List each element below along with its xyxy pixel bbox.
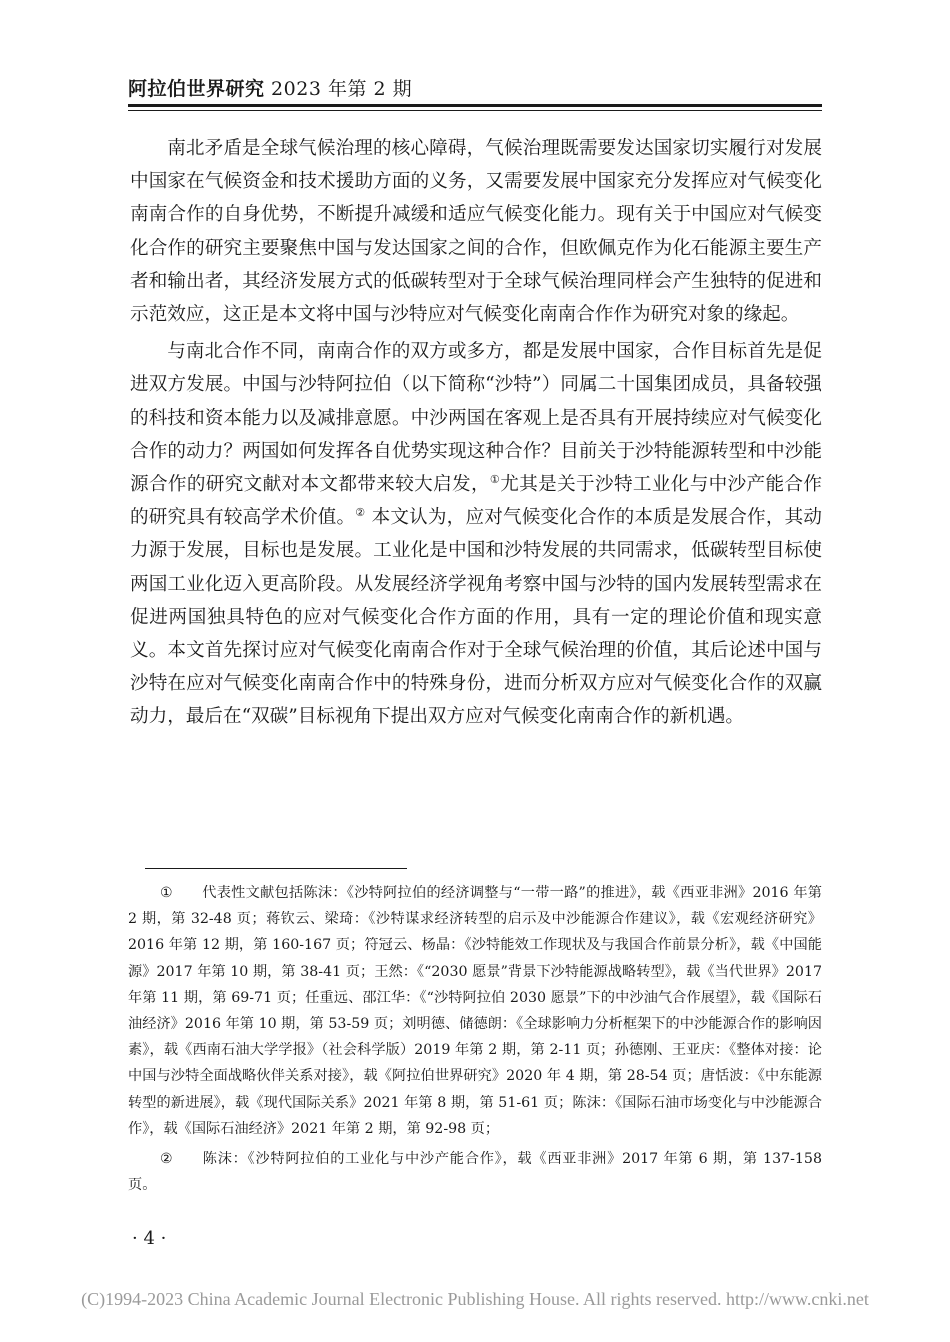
issue-label: 2023 年第 2 期 [264,78,413,100]
footnote-ref-2[interactable]: ② [355,506,366,520]
paragraph-2 [130,335,822,733]
footnote-2-text: 陈沫：《沙特阿拉伯的工业化与中沙产能合作》，载《西亚非洲》2017 年第 6 期，第 137-158 页。 [128,1151,822,1194]
footnote-1-text: 代表性文献包括陈沫：《沙特阿拉伯的经济调整与“一带一路”的推进》，载《西亚非洲》2016 年第 2 期，第 32-48 页；蒋钦云、梁琦：《沙特谋求经济转型的启示及中沙能源合作建议》，载《宏观经济研究》2016 年第 12 期，第 160-167 页；符冠云、杨晶：《沙特能效工作现状及与我国合作前景分析》，载《中国能源》2017 年第 10 期，第 38-41 页；王然：《“2030 愿景”背景下沙特能源战略转型》，载《当代世界》2017 年第 11 期，第 69-71 页；任重远、邵江华：《“沙特阿拉伯 2030 愿景”下的中沙油气合作展望》，载《国际石油经济》2016 年第 10 期，第 53-59 页；刘明德、储德朗：《全球影响力分析框架下的中沙能源合作的影响因素》，载《西南石油大学学报》（社会科学版）2019 年第 2 期，第 2-11 页；孙德刚、王亚庆：《整体对接：论中国与沙特全面战略伙伴关系对接》，载《阿拉伯世界研究》2020 年 4 期，第 28-54 页；唐恬波：《中东能源转型的新进展》，载《现代国际关系》2021 年第 8 期，第 51-61 页；陈沫：《国际石油市场变化与中沙能源合作》，载《国际石油经济》2021 年第 2 期，第 92-98 页； [128,885,822,1137]
copyright-watermark: (C)1994-2023 China Academic Journal Electronic Publishing House. All rights reserved. http://www.cnki.net [81,1289,869,1309]
footnote-divider [145,868,407,869]
footnote-1-mark: ① [160,885,173,901]
footnote-ref-1[interactable]: ① [489,472,501,486]
header-rule-thick [128,104,822,107]
footnote-1 [128,880,822,1142]
journal-title: 阿拉伯世界研究 [128,78,265,100]
running-header [128,74,412,101]
header-rule-thin [128,110,822,111]
footnote-2 [128,1146,822,1198]
paragraph-2-part1: 与南北合作不同，南南合作的双方或多方，都是发展中国家，合作目标首先是促进双方发展。中国与沙特阿拉伯（以下简称“沙特”）同属二十国集团成员，具备较强的科技和资本能力以及减排意愿。中沙两国在客观上是否具有开展持续应对气候变化合作的动力？两国如何发挥各自优势实现这种合作？目前关于沙特能源转型和中沙能源合作的研究文献对本文都带来较大启发， [130,341,822,496]
paragraph-2-part3: 本文认为，应对气候变化合作的本质是发展合作，其动力源于发展，目标也是发展。工业化是中国和沙特发展的共同需求，低碳转型目标使两国工业化迈入更高阶段。从发展经济学视角考察中国与沙特的国内发展转型需求在促进两国独具特色的应对气候变化合作方面的作用，具有一定的理论价值和现实意义。本文首先探讨应对气候变化南南合作对于全球气候治理的价值，其后论述中国与沙特在应对气候变化南南合作中的特殊身份，进而分析双方应对气候变化合作的双赢动力，最后在“双碳”目标视角下提出双方应对气候变化南南合作的新机遇。 [130,507,822,728]
paragraph-2-part2: 尤其是关于沙特工业化与中沙产能合作的研究具有较高学术价值。 [130,474,822,529]
footnotes [128,880,822,1202]
paragraph-1: 南北矛盾是全球气候治理的核心障碍，气候治理既需要发达国家切实履行对发展中国家在气候资金和技术援助方面的义务，又需要发展中国家充分发挥应对气候变化南南合作的自身优势，不断提升减缓和适应气候变化能力。现有关于中国应对气候变化合作的研究主要聚焦中国与发达国家之间的合作，但欧佩克作为化石能源主要生产者和输出者，其经济发展方式的低碳转型对于全球气候治理同样会产生独特的促进和示范效应，这正是本文将中国与沙特应对气候变化南南合作作为研究对象的缘起。 [130,138,822,326]
footnote-2-mark: ② [160,1151,173,1168]
article-body [130,132,822,738]
page-number: · 4 · [132,1228,167,1249]
